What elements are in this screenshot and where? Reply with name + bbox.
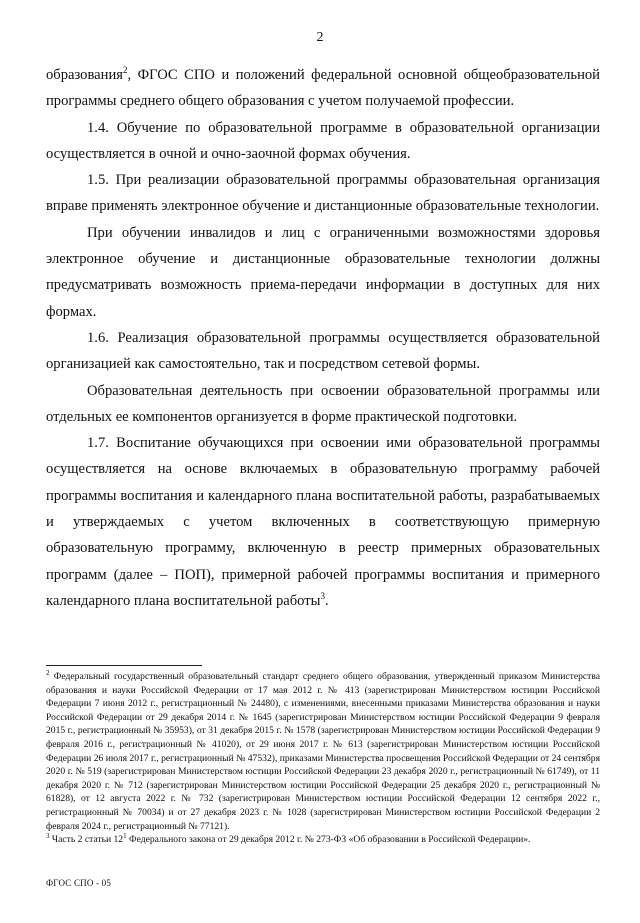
paragraph-text: 1.7. Воспитание обучающихся при освоении ими образовательной программы осуществляется на основе включаемых в образовательную программу рабочей программы воспитания и календарного плана воспитательной работы, разрабатываемых и утверждаемых с учетом включенных в соответствующую примерную образовательную программу, включенную в реестр примерных образовательных программ (далее – ПОП), примерной рабочей программы воспитания и примерного календарного плана воспитательной работы — [46, 435, 600, 609]
paragraph-text: , ФГОС СПО и положений федеральной основной общеобразовательной программы среднего общего образования с учетом получаемой профессии. — [46, 67, 600, 110]
footnote-reference-2[interactable]: 2 — [122, 65, 128, 76]
paragraph-1-4: 1.4. Обучение по образовательной программе в образовательной организации осуществляется в очной и очно-заочной формах обучения. — [46, 119, 600, 162]
paragraph-1-6: 1.6. Реализация образовательной программы осуществляется образовательной организацией как самостоятельно, так и посредством сетевой формы. — [46, 329, 600, 373]
paragraph-continuation — [46, 62, 600, 115]
footnote-mark: 2 — [46, 668, 50, 677]
footnote-text: Федерального закона от 29 декабря 2012 г. № 273-ФЗ «Об образовании в Российской Федерации». — [126, 834, 531, 846]
paragraph-1-7 — [46, 430, 600, 614]
footnote-inline-sup: 1 — [123, 831, 127, 840]
footnote-separator — [46, 665, 202, 666]
footnote-3 — [46, 833, 600, 847]
paragraph-text: . — [324, 592, 329, 609]
page-footer-label: ФГОС СПО - 05 — [46, 878, 112, 888]
paragraph-practical-training: Образовательная деятельность при освоении образовательной программы или отдельных ее компонентов организуется в форме практической подготовки. — [46, 382, 600, 425]
footnote-text: Часть 2 статьи 12 — [51, 834, 124, 846]
paragraph-disabled-students: При обучении инвалидов и лиц с ограниченными возможностями здоровья электронное обучение и дистанционные образовательные технологии должны предусматривать возможность приема-передачи информации в доступных для них формах. — [46, 224, 600, 320]
paragraph-1-5: 1.5. При реализации образовательной программы образовательная организация вправе применять электронное обучение и дистанционные образовательные технологии. — [46, 172, 600, 215]
footnote-text: Федеральный государственный образовательный стандарт среднего общего образования, утвержденный приказом Министерства образования и науки Российской Федерации от 17 мая 2012 г. № 413 (зарегистрирован Министерством юстиции Российской Федерации 7 июня 2012 г., регистрационный № 24480), с изменениями, внесенными приказами Министерства образования и науки Российской Федерации от 29 декабря 2014 г. № 1645 (зарегистрирован Министерством юстиции Российской Федерации 9 февраля 2015 г., регистрационный № 35953), от 31 декабря 2015 г. № 1578 (зарегистрирован Министерством юстиции Российской Федерации 9 февраля 2016 г., регистрационный № 41020), от 29 июня 2017 г. № 613 (зарегистрирован Министерством юстиции Российской Федерации 26 июля 2017 г., регистрационный № 47532), приказами Министерства просвещения Российской Федерации от 24 сентября 2020 г. № 519 (зарегистрирован Министерством юстиции Российской Федерации 23 декабря 2020 г., регистрационный № 61749), от 11 декабря 2020 г. № 712 (зарегистрирован Министерством юстиции Российской Федерации 25 декабря 2020 г., регистрационный № 61828), от 12 августа 2022 г. № 732 (зарегистрирован Министерством юстиции Российской Федерации 12 сентября 2022 г., регистрационный № 70034) и от 27 декабря 2023 г. № 1028 (зарегистрирован Министерством юстиции Российской Федерации 2 февраля 2024 г., регистрационный № 77121). — [46, 671, 600, 832]
footnote-reference-3[interactable]: 3 — [320, 591, 325, 602]
document-body — [46, 62, 600, 614]
footnote-mark: 3 — [46, 831, 50, 840]
page-number: 2 — [316, 30, 324, 45]
footnotes — [46, 670, 600, 847]
footnote-2 — [46, 670, 600, 833]
paragraph-text: образования — [46, 67, 123, 83]
